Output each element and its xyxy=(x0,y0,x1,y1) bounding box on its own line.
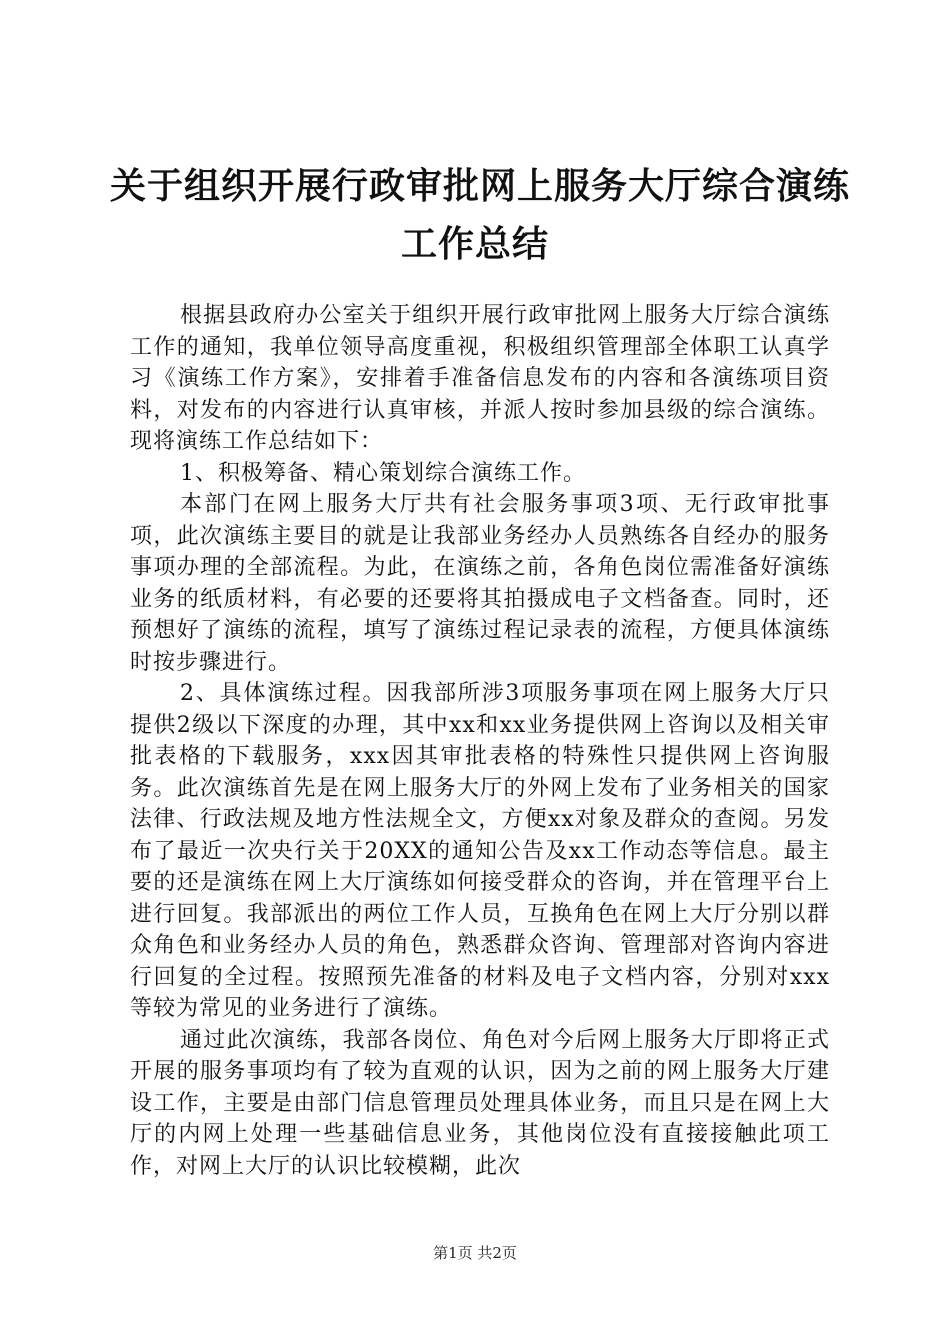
paragraph-intro: 根据县政府办公室关于组织开展行政审批网上服务大厅综合演练工作的通知，我单位领导高度重视，积极组织管理部全体职工认真学习《演练工作方案》，安排着手准备信息发布的内容和各演练项目资料，对发布的内容进行认真审核，并派人按时参加县级的综合演练。现将演练工作总结如下： xyxy=(130,303,830,454)
title-line-1: 关于组织开展行政审批网上服务大厅综合演练 xyxy=(110,166,851,207)
paragraph-preparation: 本部门在网上服务大厅共有社会服务事项3项、无行政审批事项，此次演练主要目的就是让我部业务经办人员熟练各自经办的服务事项办理的全部流程。为此，在演练之前，各角色岗位需准备好演练业务的纸质材料，有必要的还要将其拍摄成电子文档备查。同时，还预想好了演练的流程，填写了演练过程记录表的流程，方便具体演练时按步骤进行。 xyxy=(130,492,830,675)
page-number-footer: 第1页 共2页 xyxy=(433,1244,517,1262)
paragraph-section-2-process: 2、具体演练过程。因我部所涉3项服务事项在网上服务大厅只提供2级以下深度的办理，其中xx和xx业务提供网上咨询以及相关审批表格的下载服务，xxx因其审批表格的特殊性只提供网上咨询服务。此次演练首先是在网上服务大厅的外网上发布了业务相关的国家法律、行政法规及地方性法规全文，方便xx对象及群众的查阅。另发布了最近一次央行关于20XX的通知公告及xx工作动态等信息。最主要的还是演练在网上大厅演练如何接受群众的咨询，并在管理平台上进行回复。我部派出的两位工作人员，互换角色在网上大厅分别以群众角色和业务经办人员的角色，熟悉群众咨询、管理部对咨询内容进行回复的全过程。按照预先准备的材料及电子文档内容，分别对xxx等较为常见的业务进行了演练。 xyxy=(130,681,830,1021)
title-line-2: 工作总结 xyxy=(400,224,549,265)
document-title xyxy=(110,158,851,274)
paragraph-results: 通过此次演练，我部各岗位、角色对今后网上服务大厅即将正式开展的服务事项均有了较为直观的认识，因为之前的网上服务大厅建设工作，主要是由部门信息管理员处理具体业务，而且只是在网上大厅的内网上处理一些基础信息业务，其他岗位没有直接接触此项工作，对网上大厅的认识比较模糊，此次 xyxy=(130,1027,830,1179)
paragraph-section-1-heading: 1、积极筹备、精心策划综合演练工作。 xyxy=(180,460,586,486)
document-body xyxy=(130,300,830,1182)
